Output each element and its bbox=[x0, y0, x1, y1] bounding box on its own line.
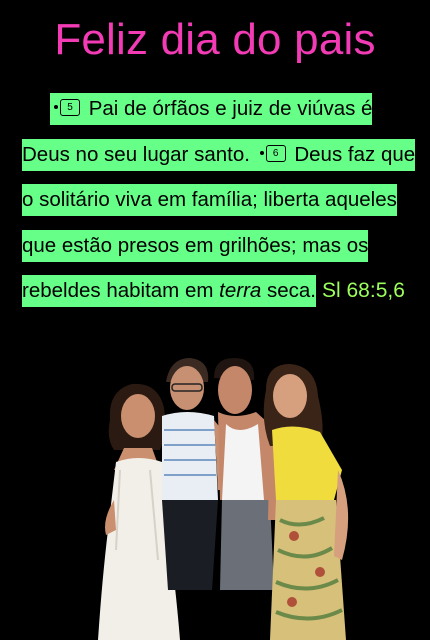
verse-6-text-end: seca. bbox=[267, 279, 316, 302]
verse-reference: Sl 68:5,6 bbox=[322, 279, 405, 302]
verse-6-text: Deus faz que o solitário viva em família; liberta aqueles que estão presos em grilhões; mas os rebeldes habitam em bbox=[22, 142, 416, 302]
bible-verse bbox=[22, 86, 420, 314]
verse-number-6-badge: 6 bbox=[266, 145, 286, 162]
verse-number-5-badge: 5 bbox=[60, 99, 80, 116]
verse-highlight bbox=[22, 93, 415, 307]
family-photo bbox=[80, 350, 380, 640]
verse-5-text: Pai de órfãos e juiz de viúvas é Deus no seu lugar santo. bbox=[22, 97, 373, 166]
verse-6-italic-word: terra bbox=[219, 279, 262, 302]
page-title: Feliz dia do pais bbox=[54, 15, 376, 64]
person-woman-yellow-top bbox=[264, 364, 348, 640]
